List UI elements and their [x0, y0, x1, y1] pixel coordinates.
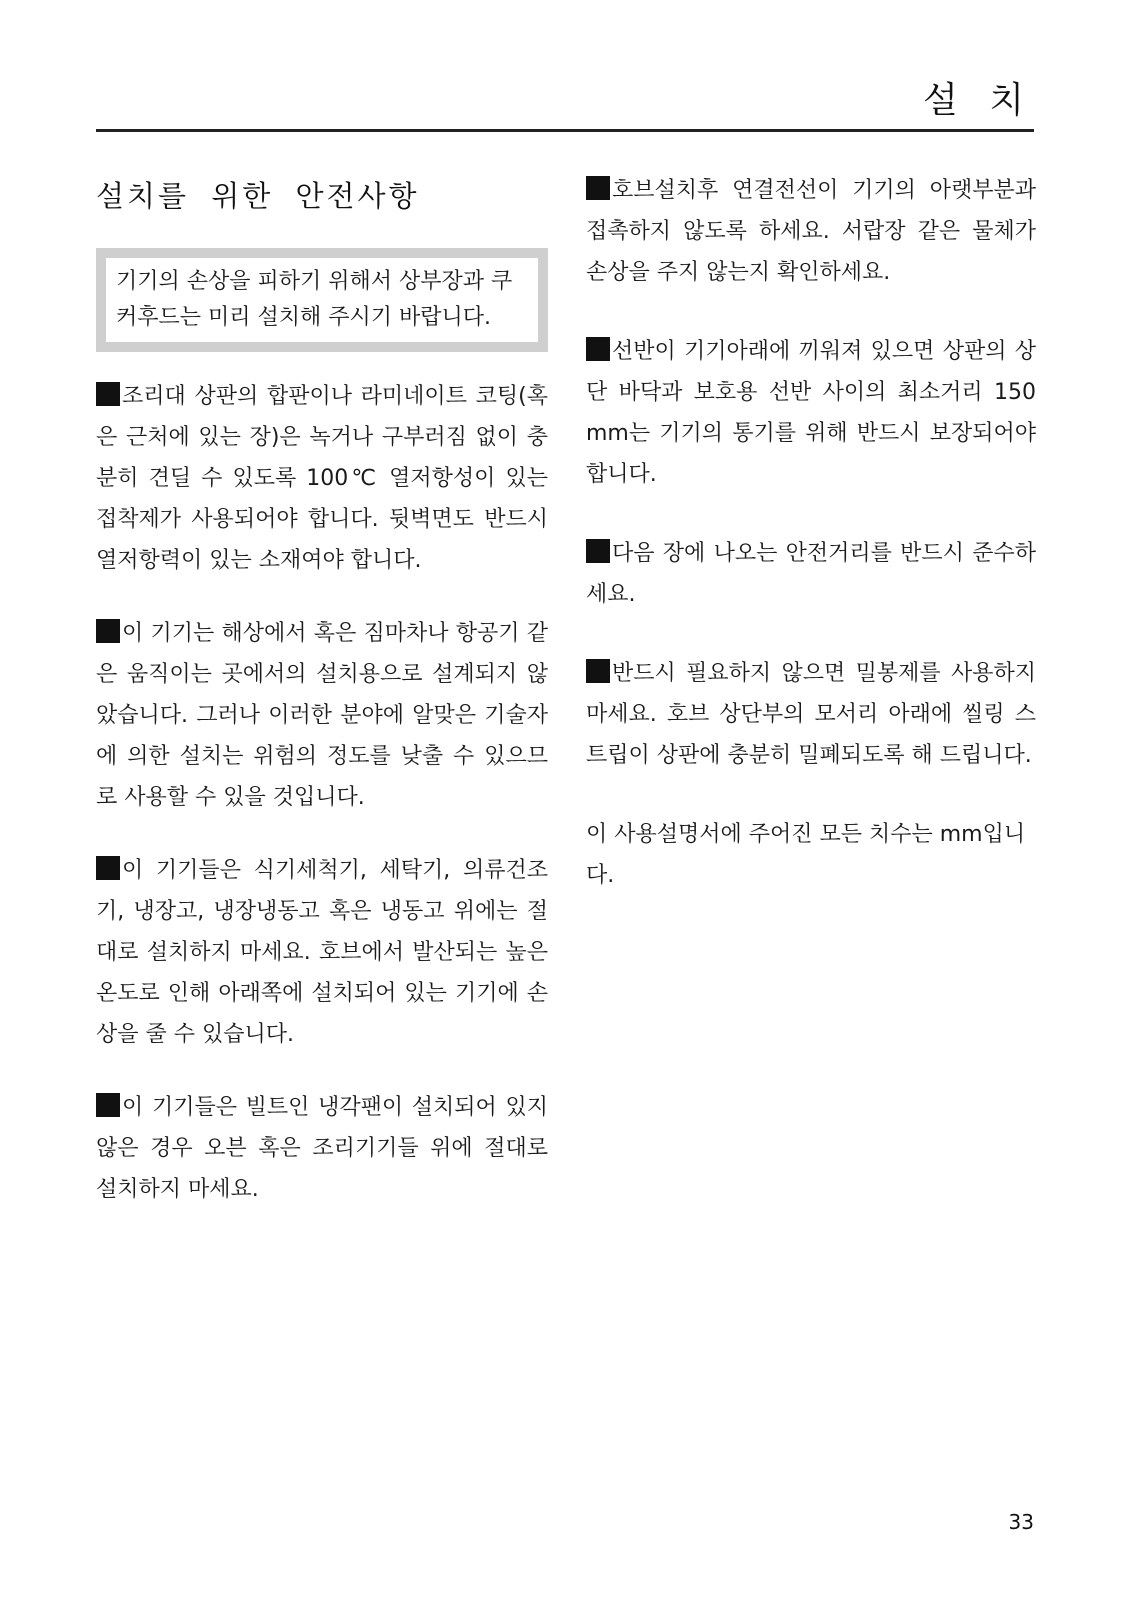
safety-paragraph: [96, 613, 548, 818]
safety-paragraph: [586, 170, 1036, 293]
dimension-note: 이 사용설명서에 주어진 모든 치수는 mm입니다.: [586, 822, 1026, 888]
paragraph-text: 이 기기는 해상에서 혹은 짐마차나 항공기 같은 움직이는 곳에서의 설치용으로 설계되지 않았습니다. 그러나 이러한 분야에 알맞은 기술자에 의한 설치는 위험의 정도를 낮출 수 있으므로 사용할 수 있을 것입니다.: [96, 621, 548, 810]
notice-text: 기기의 손상을 피하기 위해서 상부장과 쿠커후드는 미리 설치해 주시기 바랍니다.: [116, 269, 513, 330]
section-title: 설치를 위한 안전사항: [96, 179, 420, 213]
safety-paragraph: [586, 331, 1036, 495]
safety-paragraph: [586, 533, 1036, 615]
paragraph-text: 반드시 필요하지 않으면 밀봉제를 사용하지 마세요. 호브 상단부의 모서리 아래에 씰링 스트립이 상판에 충분히 밀폐되도록 해 드립니다.: [586, 661, 1036, 768]
paragraph-text: 이 기기들은 빌트인 냉각팬이 설치되어 있지 않은 경우 오븐 혹은 조리기기들 위에 절대로 설치하지 마세요.: [96, 1095, 548, 1202]
notice-box: [96, 248, 548, 352]
square-bullet-icon: [586, 337, 610, 361]
safety-paragraph: [96, 1087, 548, 1210]
page-number: 33: [1008, 1510, 1034, 1534]
square-bullet-icon: [586, 539, 610, 563]
square-bullet-icon: [96, 856, 120, 880]
square-bullet-icon: [586, 659, 610, 683]
paragraph-text: 선반이 기기아래에 끼워져 있으면 상판의 상단 바닥과 보호용 선반 사이의 최소거리 150 mm는 기기의 통기를 위해 반드시 보장되어야 합니다.: [586, 339, 1036, 487]
square-bullet-icon: [586, 176, 610, 200]
square-bullet-icon: [96, 1093, 120, 1117]
safety-paragraph: [586, 653, 1036, 776]
square-bullet-icon: [96, 382, 120, 406]
paragraph-text: 다음 장에 나오는 안전거리를 반드시 준수하세요.: [586, 541, 1036, 607]
paragraph-text: 이 기기들은 식기세척기, 세탁기, 의류건조기, 냉장고, 냉장냉동고 혹은 냉동고 위에는 절대로 설치하지 마세요. 호브에서 발산되는 높은 온도로 인해 아래쪽에 설치되어 있는 기기에 손상을 줄 수 있습니다.: [96, 858, 548, 1047]
right-column: [586, 170, 1036, 896]
left-column: [96, 170, 548, 1242]
header-divider: [96, 129, 1034, 132]
chapter-title: 설 치: [923, 80, 1034, 121]
paragraph-text: 호브설치후 연결전선이 기기의 아랫부분과 접촉하지 않도록 하세요. 서랍장 같은 물체가 손상을 주지 않는지 확인하세요.: [586, 178, 1036, 285]
paragraph-text: 조리대 상판의 합판이나 라미네이트 코팅(혹은 근처에 있는 장)은 녹거나 구부러짐 없이 충분히 견딜 수 있도록 100℃ 열저항성이 있는 접착제가 사용되어야 합니다. 뒷벽면도 반드시 열저항력이 있는 소재여야 합니다.: [96, 384, 548, 573]
safety-paragraph: [96, 850, 548, 1055]
safety-paragraph: [96, 376, 548, 581]
square-bullet-icon: [96, 619, 120, 643]
